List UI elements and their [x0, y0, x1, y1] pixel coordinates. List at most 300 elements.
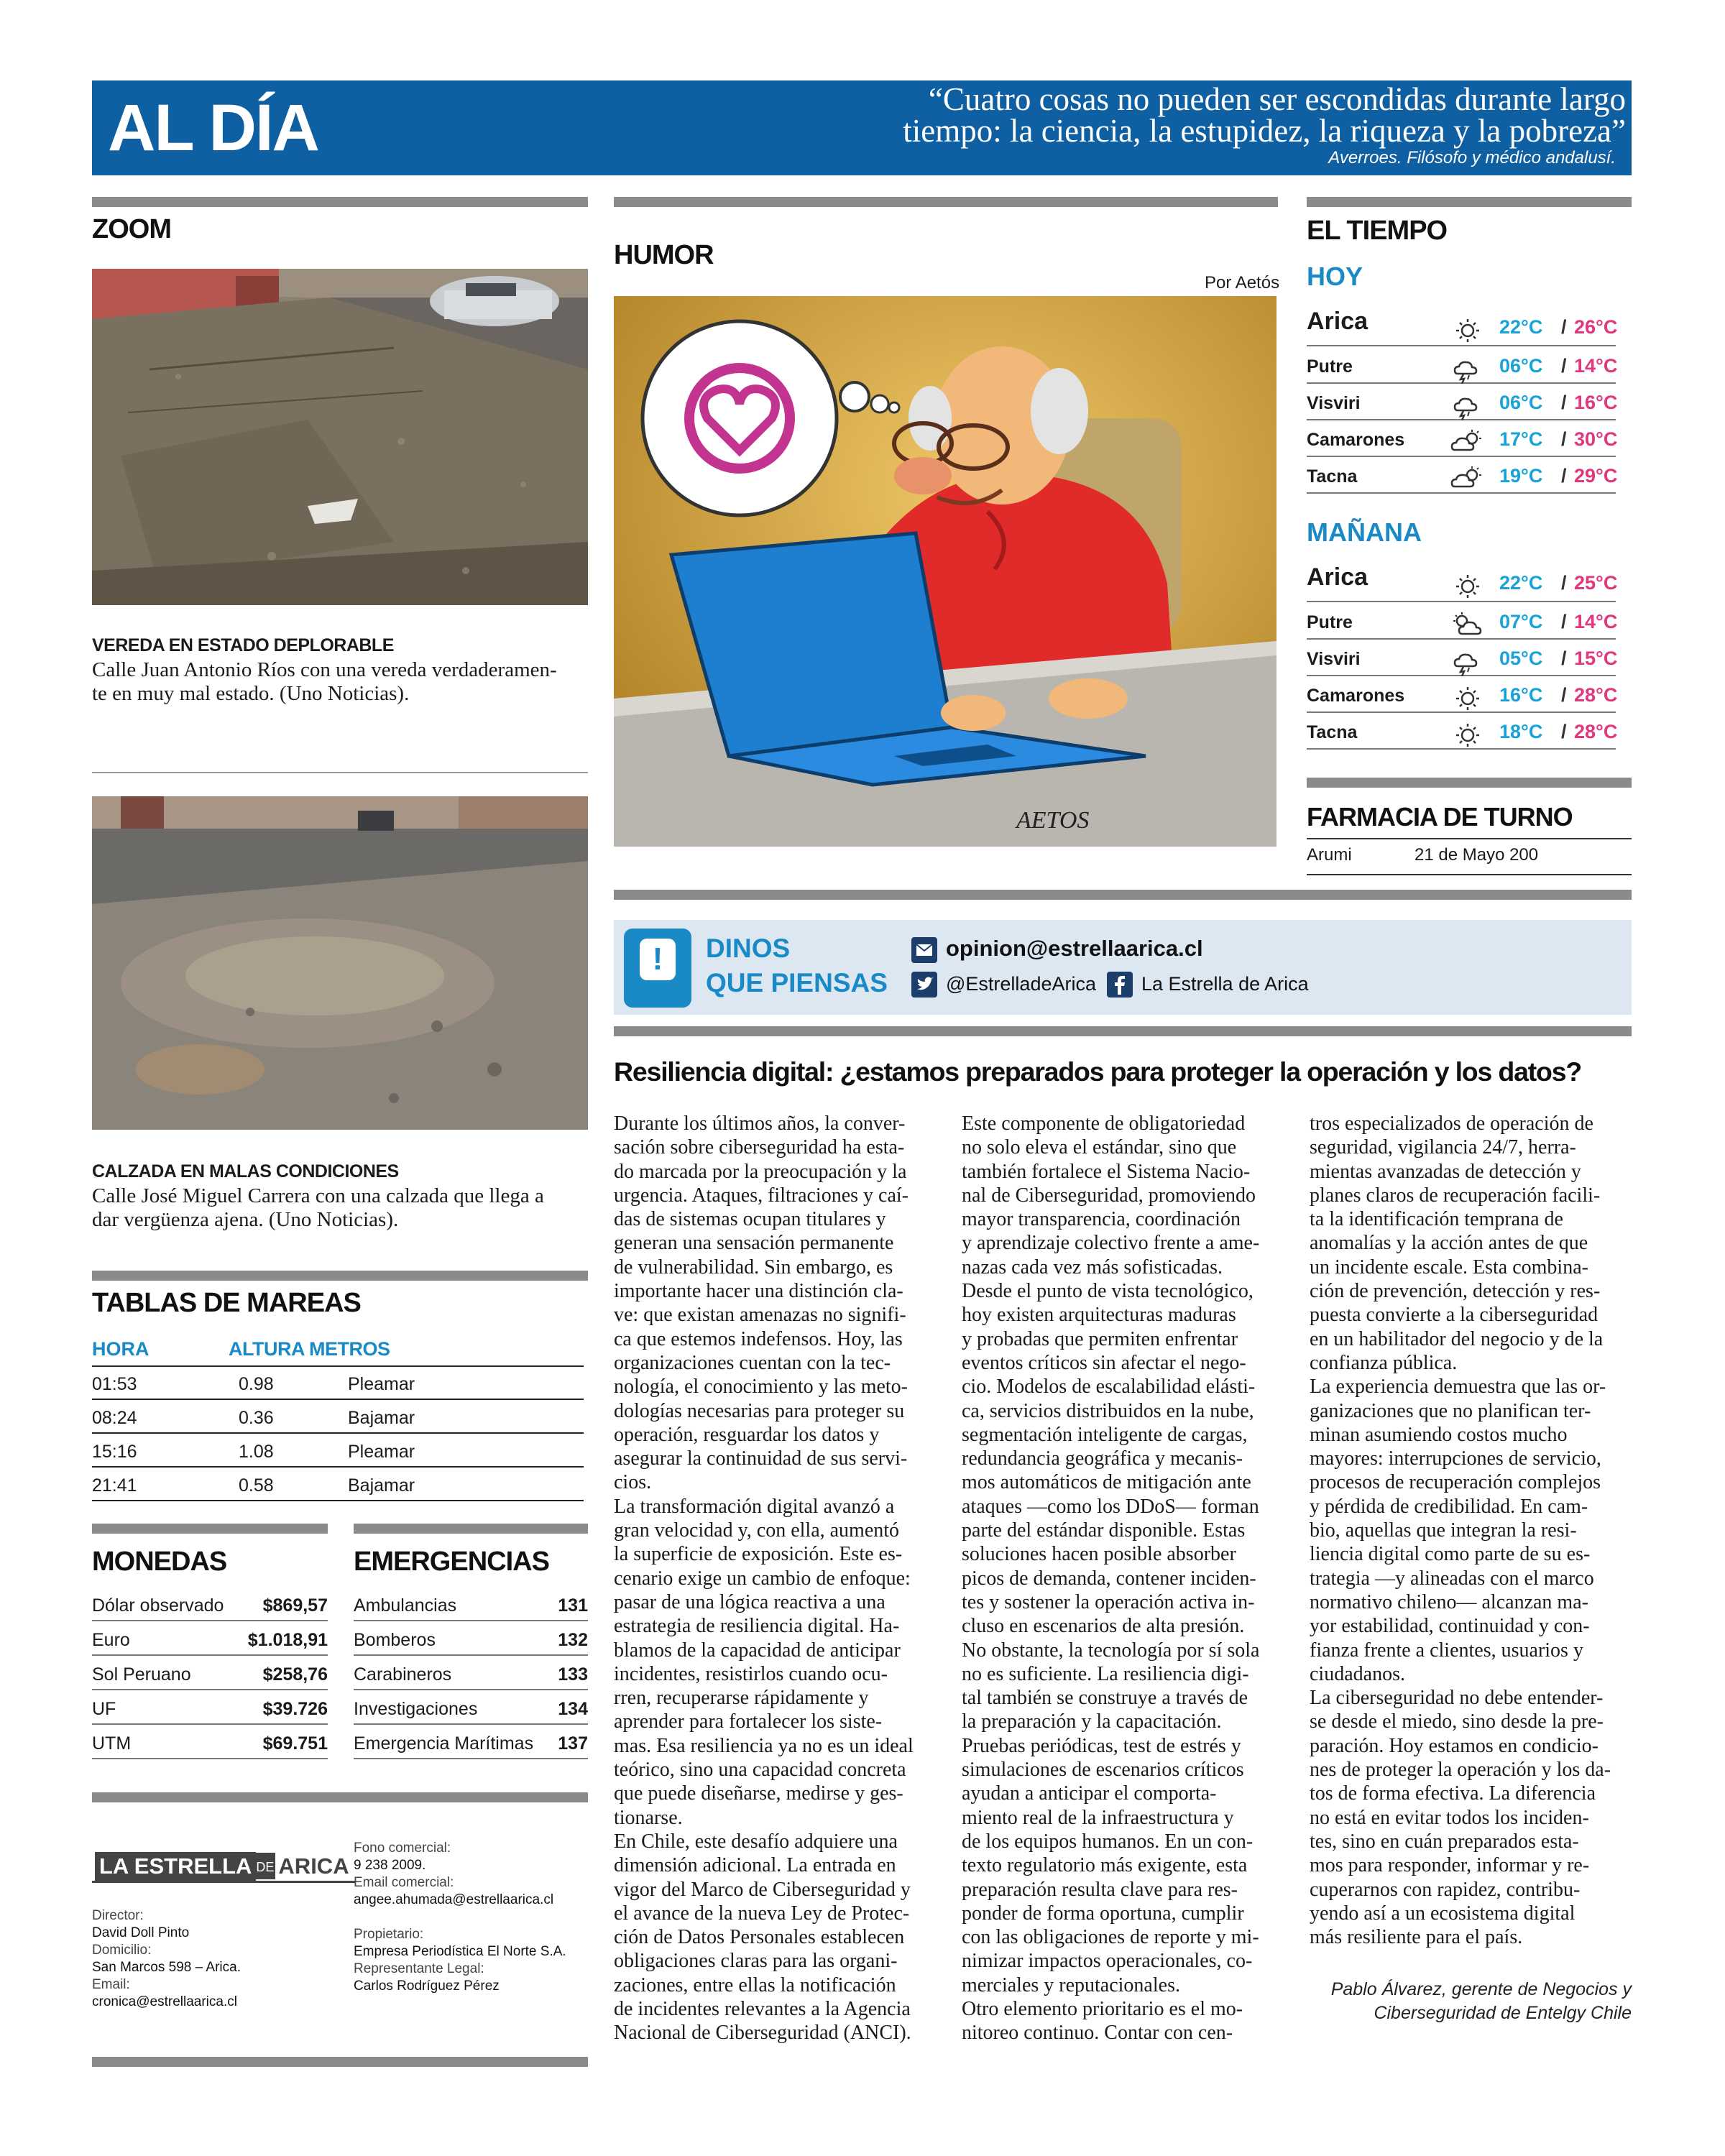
- weather-city: Arica: [1307, 563, 1368, 591]
- address-label: Domicilio:: [92, 1943, 152, 1958]
- article-line: yendo así a un ecosistema digital: [1310, 1902, 1576, 1925]
- caption-line: Calle Juan Antonio Ríos con una vereda verdaderamen-: [92, 658, 557, 681]
- emergency-row: [354, 1588, 588, 1621]
- photo1-caption-text: [92, 658, 557, 706]
- article-line: procesos de recuperación complejos: [1310, 1471, 1601, 1494]
- weather-min: 16°C: [1499, 684, 1543, 706]
- caption-line: dar vergüenza ajena. (Uno Noticias).: [92, 1208, 399, 1231]
- weather-min: 18°C: [1499, 721, 1543, 742]
- tide-height: 0.98: [239, 1374, 274, 1394]
- article-line: pasar de una lógica reactiva a una: [614, 1590, 886, 1613]
- article-line: En Chile, este desafío adquiere una: [614, 1830, 898, 1853]
- weather-slash: /: [1561, 465, 1567, 487]
- emergency-row: [354, 1657, 588, 1690]
- emergency-name: Investigaciones: [354, 1699, 478, 1719]
- divider-bar: [614, 197, 1278, 207]
- article-line: das de sistemas ocupan titulares y: [614, 1208, 886, 1231]
- photo2-caption-heading: CALZADA EN MALAS CONDICIONES: [92, 1161, 399, 1181]
- article-line: cluso en escenarios de alta presión.: [962, 1615, 1245, 1638]
- section-header: [92, 80, 1632, 175]
- weather-slash: /: [1561, 648, 1567, 669]
- article-line: no está en evitar todos los inciden-: [1310, 1806, 1589, 1829]
- article-column-1: [614, 1112, 949, 2045]
- quote-line-2: tiempo: la ciencia, la estupidez, la riqueza y la pobreza”: [903, 113, 1626, 149]
- masthead-logo: [92, 1851, 355, 1883]
- weather-slash: /: [1561, 355, 1567, 377]
- article-column-2: [962, 1112, 1297, 2045]
- tide-row: [92, 1434, 584, 1468]
- article-line: tes, sino en cuán preparados esta-: [1310, 1830, 1579, 1853]
- article-line: normativo chileno— alcanzan ma-: [1310, 1590, 1588, 1613]
- humor-credit: Por Aetós: [1205, 273, 1280, 292]
- article-line: vigor del Marco de Ciberseguridad y: [614, 1878, 911, 1901]
- dinos-email[interactable]: opinion@estrellaarica.cl: [946, 936, 1203, 961]
- storm-icon: [1450, 648, 1485, 673]
- article-line: eventos críticos sin afectar el nego-: [962, 1351, 1246, 1374]
- storm-icon: [1450, 392, 1485, 418]
- article-line: generan una sensación permanente: [614, 1232, 894, 1255]
- article-line: ataques —como los DDoS— forman: [962, 1495, 1259, 1518]
- weather-max: 28°C: [1574, 721, 1618, 742]
- weather-row: [1307, 640, 1616, 676]
- currency-row: [92, 1623, 328, 1656]
- sidewalk-photo: [92, 269, 588, 605]
- pharmacy-address: 21 de Mayo 200: [1414, 845, 1539, 865]
- photo2-caption-text: [92, 1184, 544, 1232]
- emergency-title: EMERGENCIAS: [354, 1547, 549, 1577]
- weather-city: Visviri: [1307, 393, 1361, 413]
- masthead-info-left: [92, 1907, 241, 2011]
- emergency-row: [354, 1692, 588, 1725]
- article-line: bio, aquellas que integran la resi-: [1310, 1519, 1577, 1542]
- weather-slash: /: [1561, 316, 1567, 338]
- article-line: seguridad, vigilancia 24/7, herra-: [1310, 1136, 1576, 1159]
- weather-min: 06°C: [1499, 392, 1543, 413]
- commercial-email-label: Email comercial:: [354, 1875, 454, 1890]
- weather-row: [1307, 384, 1616, 420]
- emergency-name: Carabineros: [354, 1664, 452, 1685]
- article-line: dologías necesarias para proteger su: [614, 1399, 905, 1422]
- currency-row: [92, 1588, 328, 1621]
- article-line: nología, el conocimiento y las meto-: [614, 1376, 908, 1399]
- article-line: Desde el punto de vista tecnológico,: [962, 1280, 1254, 1303]
- dinos-line-1: DINOS: [706, 934, 791, 963]
- article-line: picos de demanda, contener inciden-: [962, 1567, 1256, 1590]
- article-line: cuperarnos con rapidez, contribu-: [1310, 1878, 1581, 1901]
- weather-min: 22°C: [1499, 572, 1543, 594]
- weather-max: 25°C: [1574, 572, 1618, 594]
- director-label: Director:: [92, 1908, 144, 1923]
- article-line: liencia digital como parte de su es-: [1310, 1543, 1591, 1566]
- weather-max: 14°C: [1574, 355, 1618, 377]
- weather-row: [1307, 421, 1616, 457]
- legal-label: Representante Legal:: [354, 1961, 484, 1976]
- tide-hour: 21:41: [92, 1475, 137, 1496]
- tides-col-height: ALTURA METROS: [229, 1338, 390, 1360]
- weather-slash: /: [1561, 428, 1567, 450]
- article-line: trategia —y alineadas con el marco: [1310, 1567, 1594, 1590]
- article-line: y probadas que permiten enfrentar: [962, 1327, 1238, 1350]
- tide-height: 1.08: [239, 1442, 274, 1462]
- article-line: no es suficiente. La resiliencia digi-: [962, 1662, 1249, 1685]
- tide-row: [92, 1468, 584, 1501]
- tide-type: Pleamar: [348, 1442, 415, 1462]
- article-line: nitoreo continuo. Contar con cen-: [962, 2022, 1233, 2045]
- weather-min: 07°C: [1499, 611, 1543, 632]
- divider-bar: [92, 1271, 588, 1281]
- article-title: Resiliencia digital: ¿estamos preparados para proteger la operación y los datos?: [614, 1056, 1582, 1087]
- article-line: mas. Esa resiliencia ya no es un ideal: [614, 1734, 914, 1757]
- article-line: urgencia. Ataques, filtraciones y caí-: [614, 1184, 908, 1207]
- weather-city: Camarones: [1307, 430, 1405, 450]
- divider-line: [1307, 874, 1632, 875]
- currency-row: [92, 1726, 328, 1759]
- weather-max: 26°C: [1574, 316, 1618, 338]
- article-line: de incidentes relevantes a la Agencia: [614, 1997, 911, 2020]
- currency-name: Euro: [92, 1630, 130, 1650]
- divider-bar: [92, 197, 588, 207]
- article-line: cio. Modelos de escalabilidad elásti-: [962, 1376, 1256, 1399]
- emergency-value: 132: [558, 1630, 588, 1650]
- divider-bar: [354, 1524, 588, 1534]
- article-line: ción de Datos Personales establecen: [614, 1926, 905, 1949]
- article-line: texto regulatorio más exigente, esta: [962, 1854, 1248, 1877]
- currency-name: Dólar observado: [92, 1595, 224, 1616]
- mail-icon: [911, 937, 937, 963]
- article-line: segmentación inteligente de cargas,: [962, 1423, 1248, 1446]
- weather-city: Putre: [1307, 356, 1353, 377]
- article-line: hoy existen arquitecturas maduras: [962, 1304, 1236, 1327]
- emergency-name: Emergencia Marítimas: [354, 1733, 534, 1754]
- cartoon-signature: AETOS: [1016, 807, 1090, 834]
- header-quote: [691, 83, 1626, 147]
- article-line: y aprendizaje colectivo frente a ame-: [962, 1232, 1260, 1255]
- weather-row: [1307, 604, 1616, 640]
- article-line: anomalías y la acción antes de que: [1310, 1232, 1588, 1255]
- owner-label: Propietario:: [354, 1927, 424, 1942]
- divider-bar: [92, 1792, 588, 1802]
- sun-icon: [1450, 572, 1485, 598]
- cartoon-image: [614, 296, 1276, 847]
- divider-bar: [1307, 197, 1632, 207]
- director-name: David Doll Pinto: [92, 1925, 190, 1940]
- divider-bar: [92, 2057, 588, 2067]
- pharmacy-title: FARMACIA DE TURNO: [1307, 802, 1573, 831]
- caption-line: te en muy mal estado. (Uno Noticias).: [92, 682, 410, 705]
- byline-line-1: Pablo Álvarez, gerente de Negocios y: [1330, 1979, 1632, 1999]
- article-line: el avance de la nueva Ley de Protec-: [614, 1902, 910, 1925]
- article-line: tros especializados de operación de: [1310, 1112, 1593, 1135]
- twitter-icon: [911, 972, 937, 998]
- logo-de: DE: [256, 1853, 275, 1879]
- weather-today-label: HOY: [1307, 262, 1363, 291]
- article-line: planes claros de recuperación facili-: [1310, 1184, 1601, 1207]
- article-line: La transformación digital avanzó a: [614, 1495, 895, 1518]
- article-line: puesta convierte a la ciberseguridad: [1310, 1304, 1598, 1327]
- article-line: ciudadanos.: [1310, 1662, 1405, 1685]
- emergency-value: 134: [558, 1699, 588, 1719]
- article-line: Otro elemento prioritario es el mo-: [962, 1997, 1243, 2020]
- tide-hour: 01:53: [92, 1374, 137, 1394]
- article-line: dimensión adicional. La entrada en: [614, 1854, 896, 1877]
- article-line: nimizar impactos operacionales, co-: [962, 1950, 1253, 1973]
- article-line: teórico, sino una capacidad concreta: [614, 1759, 906, 1782]
- weather-city: Camarones: [1307, 686, 1405, 706]
- weather-max: 16°C: [1574, 392, 1618, 413]
- article-line: blamos de la capacidad de anticipar: [614, 1639, 901, 1662]
- divider-bar: [614, 890, 1632, 900]
- article-line: Pruebas periódicas, test de estrés y: [962, 1734, 1241, 1757]
- weather-row: [1307, 677, 1616, 713]
- weather-row: [1307, 348, 1616, 384]
- street-photo: [92, 796, 588, 1130]
- currency-value: $1.018,91: [247, 1630, 328, 1650]
- dinos-box: [614, 920, 1632, 1015]
- dinos-facebook[interactable]: La Estrella de Arica: [1141, 973, 1309, 995]
- weather-city: Arica: [1307, 308, 1368, 335]
- article-line: un incidente escale. Esta combina-: [1310, 1256, 1588, 1279]
- currency-value: $39.726: [262, 1699, 328, 1719]
- weather-min: 17°C: [1499, 428, 1543, 450]
- emergency-value: 137: [558, 1733, 588, 1754]
- article-line: preparación resulta clave para res-: [962, 1878, 1238, 1901]
- article-byline: [1331, 1978, 1632, 2025]
- article-line: la superficie de exposición. Este es-: [614, 1543, 903, 1566]
- weather-slash: /: [1561, 611, 1567, 632]
- emergency-value: 131: [558, 1595, 588, 1616]
- exclamation-icon: !: [624, 929, 691, 1008]
- weather-min: 19°C: [1499, 465, 1543, 487]
- currency-row: [92, 1692, 328, 1725]
- article-line: de vulnerabilidad. Sin embargo, es: [614, 1256, 893, 1279]
- divider-line: [1307, 838, 1632, 839]
- article-line: que puede diseñarse, medirse y ges-: [614, 1782, 903, 1805]
- currency-name: UTM: [92, 1733, 132, 1754]
- article-line: cenario exige un cambio de enfoque:: [614, 1567, 911, 1590]
- article-line: soluciones hacen posible absorber: [962, 1543, 1236, 1566]
- article-line: nazas cada vez más sofisticadas.: [962, 1256, 1223, 1279]
- article-line: tes y sostener la operación activa in-: [962, 1590, 1255, 1613]
- currency-name: UF: [92, 1699, 116, 1719]
- article-line: estrategia de resiliencia digital. Ha-: [614, 1615, 900, 1638]
- article-line: cios.: [614, 1471, 652, 1494]
- article-line: mientas avanzadas de detección y: [1310, 1160, 1581, 1183]
- article-line: sación sobre ciberseguridad ha esta-: [614, 1136, 905, 1159]
- weather-slash: /: [1561, 684, 1567, 706]
- tide-row: [92, 1401, 584, 1434]
- article-line: importante hacer una distinción cla-: [614, 1280, 903, 1303]
- weather-max: 28°C: [1574, 684, 1618, 706]
- article-line: organizaciones cuentan con la tec-: [614, 1351, 891, 1374]
- article-line: Durante los últimos años, la conver-: [614, 1112, 906, 1135]
- partly-cloudy-icon: [1450, 428, 1485, 454]
- storm-icon: [1450, 355, 1485, 381]
- article-line: con las obligaciones de reporte y mi-: [962, 1926, 1259, 1949]
- article-line: parte del estándar disponible. Estas: [962, 1519, 1246, 1542]
- article-line: se desde el miedo, sino desde la pre-: [1310, 1710, 1604, 1733]
- article-line: simulaciones de escenarios críticos: [962, 1759, 1244, 1782]
- article-line: asegurar la continuidad de sus servi-: [614, 1447, 908, 1470]
- article-line: ca, servicios distribuidos en la nube,: [962, 1399, 1254, 1422]
- article-line: ayudan a anticipar el comporta-: [962, 1782, 1217, 1805]
- article-line: tionarse.: [614, 1806, 683, 1829]
- weather-slash: /: [1561, 392, 1567, 413]
- weather-title: EL TIEMPO: [1307, 216, 1448, 246]
- weather-row: [1307, 305, 1616, 346]
- emergency-name: Ambulancias: [354, 1595, 457, 1616]
- article-line: tos de forma efectiva. La diferencia: [1310, 1782, 1596, 1805]
- divider-bar: [614, 1026, 1632, 1036]
- tides-title: TABLAS DE MAREAS: [92, 1288, 361, 1318]
- article-line: gran velocidad y, con ella, aumentó: [614, 1519, 900, 1542]
- article-line: mos para responder, informar y re-: [1310, 1854, 1590, 1877]
- emergency-name: Bomberos: [354, 1630, 436, 1650]
- caption-line: Calle José Miguel Carrera con una calzada que llega a: [92, 1184, 544, 1207]
- article-line: también fortalece el Sistema Nacio-: [962, 1160, 1251, 1183]
- article-line: redundancia geográfica y mecanis-: [962, 1447, 1243, 1470]
- tide-hour: 08:24: [92, 1408, 137, 1428]
- quote-author: Averroes. Filósofo y médico andalusí.: [1328, 148, 1616, 167]
- currency-value: $258,76: [262, 1664, 328, 1685]
- tide-height: 0.58: [239, 1475, 274, 1496]
- email-label: Email:: [92, 1977, 130, 1992]
- article-line: aprender para fortalecer los siste-: [614, 1710, 883, 1733]
- article-line: Este componente de obligatoriedad: [962, 1112, 1246, 1135]
- article-line: merciales y reputacionales.: [962, 1973, 1180, 1996]
- weather-city: Visviri: [1307, 649, 1361, 669]
- article-line: de los equipos humanos. En un con-: [962, 1830, 1254, 1853]
- sun-icon: [1450, 721, 1485, 747]
- weather-min: 05°C: [1499, 648, 1543, 669]
- byline-line-2: Ciberseguridad de Entelgy Chile: [1374, 2003, 1632, 2023]
- tide-height: 0.36: [239, 1408, 274, 1428]
- article-line: mos automáticos de mitigación ante: [962, 1471, 1251, 1494]
- phone-value: 9 238 2009.: [354, 1858, 426, 1873]
- weather-min: 06°C: [1499, 355, 1543, 377]
- weather-max: 29°C: [1574, 465, 1618, 487]
- article-line: en un habilitador del negocio y de la: [1310, 1327, 1604, 1350]
- article-line: mayores: interrupciones de servicio,: [1310, 1447, 1601, 1470]
- tides-col-hour: HORA: [92, 1338, 150, 1360]
- article-line: Nacional de Ciberseguridad (ANCI).: [614, 2022, 911, 2045]
- pharmacy-name: Arumi: [1307, 845, 1352, 865]
- article-line: incidentes, resistirlos cuando ocu-: [614, 1662, 888, 1685]
- divider-bar: [1307, 778, 1632, 788]
- tide-hour: 15:16: [92, 1442, 137, 1462]
- currency-value: $869,57: [262, 1595, 328, 1616]
- email-value: cronica@estrellaarica.cl: [92, 1994, 237, 2009]
- article-line: más resiliente para el país.: [1310, 1926, 1523, 1949]
- article-line: obligaciones claras para las organi-: [614, 1950, 898, 1973]
- sun-icon: [1450, 684, 1485, 710]
- zoom-title: ZOOM: [92, 214, 171, 244]
- weather-max: 15°C: [1574, 648, 1618, 669]
- weather-max: 14°C: [1574, 611, 1618, 632]
- article-line: No obstante, la tecnología por sí sola: [962, 1639, 1260, 1662]
- article-line: miento real de la infraestructura y: [962, 1806, 1234, 1829]
- currency-name: Sol Peruano: [92, 1664, 191, 1685]
- tide-type: Bajamar: [348, 1408, 415, 1428]
- humor-title: HUMOR: [614, 240, 714, 270]
- article-line: fianza frente a clientes, usuarios y: [1310, 1639, 1583, 1662]
- article-line: La ciberseguridad no debe entender-: [1310, 1687, 1604, 1710]
- owner-value: Empresa Periodística El Norte S.A.: [354, 1944, 566, 1959]
- article-line: nes de proteger la operación y los da-: [1310, 1759, 1611, 1782]
- section-title: AL DÍA: [108, 91, 318, 165]
- divider-bar: [92, 1524, 328, 1534]
- article-line: la preparación y la capacitación.: [962, 1710, 1222, 1733]
- facebook-icon: [1107, 972, 1133, 998]
- quote-line-1: “Cuatro cosas no pueden ser escondidas durante largo: [928, 81, 1626, 117]
- article-line: tal también se construye a través de: [962, 1687, 1248, 1710]
- logo-arica: ARICA: [278, 1853, 349, 1879]
- article-line: rren, recuperarse rápidamente y: [614, 1687, 869, 1710]
- masthead-info-right: [354, 1840, 566, 1995]
- photo1-caption-heading: VEREDA EN ESTADO DEPLORABLE: [92, 635, 394, 655]
- dinos-twitter[interactable]: @EstrelladeArica: [946, 973, 1096, 995]
- weather-row: [1307, 458, 1616, 494]
- article-line: no solo eleva el estándar, sino que: [962, 1136, 1237, 1159]
- article-line: ta la identificación temprana de: [1310, 1208, 1563, 1231]
- article-line: yor estabilidad, continuidad y con-: [1310, 1615, 1590, 1638]
- partly-cloudy-icon: [1450, 465, 1485, 491]
- article-line: operación, resguardar los datos y: [614, 1423, 880, 1446]
- dinos-line-2: QUE PIENSAS: [706, 968, 888, 998]
- emergency-row: [354, 1623, 588, 1656]
- dinos-title: [706, 931, 888, 1000]
- address-value: San Marcos 598 – Arica.: [92, 1960, 241, 1975]
- article-line: ganizaciones que no planifican ter-: [1310, 1399, 1591, 1422]
- article-line: zaciones, entre ellas la notificación: [614, 1973, 896, 1996]
- currency-value: $69.751: [262, 1733, 328, 1754]
- currency-row: [92, 1657, 328, 1690]
- weather-slash: /: [1561, 721, 1567, 742]
- weather-tomorrow-label: MAÑANA: [1307, 517, 1422, 547]
- cloud-sun-icon: [1450, 611, 1485, 637]
- weather-city: Putre: [1307, 612, 1353, 632]
- sun-icon: [1450, 316, 1485, 342]
- emergency-value: 133: [558, 1664, 588, 1685]
- article-line: ponder de forma oportuna, cumplir: [962, 1902, 1244, 1925]
- tide-type: Pleamar: [348, 1374, 415, 1394]
- article-line: ve: que existan amenazas no signifi-: [614, 1304, 906, 1327]
- weather-row: [1307, 714, 1616, 750]
- currency-title: MONEDAS: [92, 1547, 227, 1577]
- article-line: paración. Hoy estamos en condicio-: [1310, 1734, 1598, 1757]
- weather-row: [1307, 561, 1616, 602]
- article-line: y pérdida de credibilidad. En cam-: [1310, 1495, 1588, 1518]
- tide-row: [92, 1367, 584, 1400]
- article-column-3: [1310, 1112, 1644, 1949]
- article-line: ción de prevención, detección y res-: [1310, 1280, 1601, 1303]
- weather-slash: /: [1561, 572, 1567, 594]
- article-line: do marcada por la preocupación y la: [614, 1160, 907, 1183]
- weather-max: 30°C: [1574, 428, 1618, 450]
- article-line: confianza pública.: [1310, 1351, 1458, 1374]
- legal-value: Carlos Rodríguez Pérez: [354, 1978, 500, 1994]
- phone-label: Fono comercial:: [354, 1841, 451, 1856]
- weather-city: Tacna: [1307, 466, 1358, 487]
- commercial-email-value: angee.ahumada@estrellaarica.cl: [354, 1892, 554, 1907]
- weather-min: 22°C: [1499, 316, 1543, 338]
- article-line: ca que estemos indefensos. Hoy, las: [614, 1327, 903, 1350]
- article-line: La experiencia demuestra que las or-: [1310, 1376, 1606, 1399]
- weather-city: Tacna: [1307, 722, 1358, 742]
- emergency-row: [354, 1726, 588, 1759]
- tide-type: Bajamar: [348, 1475, 415, 1496]
- article-line: mayor transparencia, coordinación: [962, 1208, 1241, 1231]
- divider-line: [92, 772, 588, 773]
